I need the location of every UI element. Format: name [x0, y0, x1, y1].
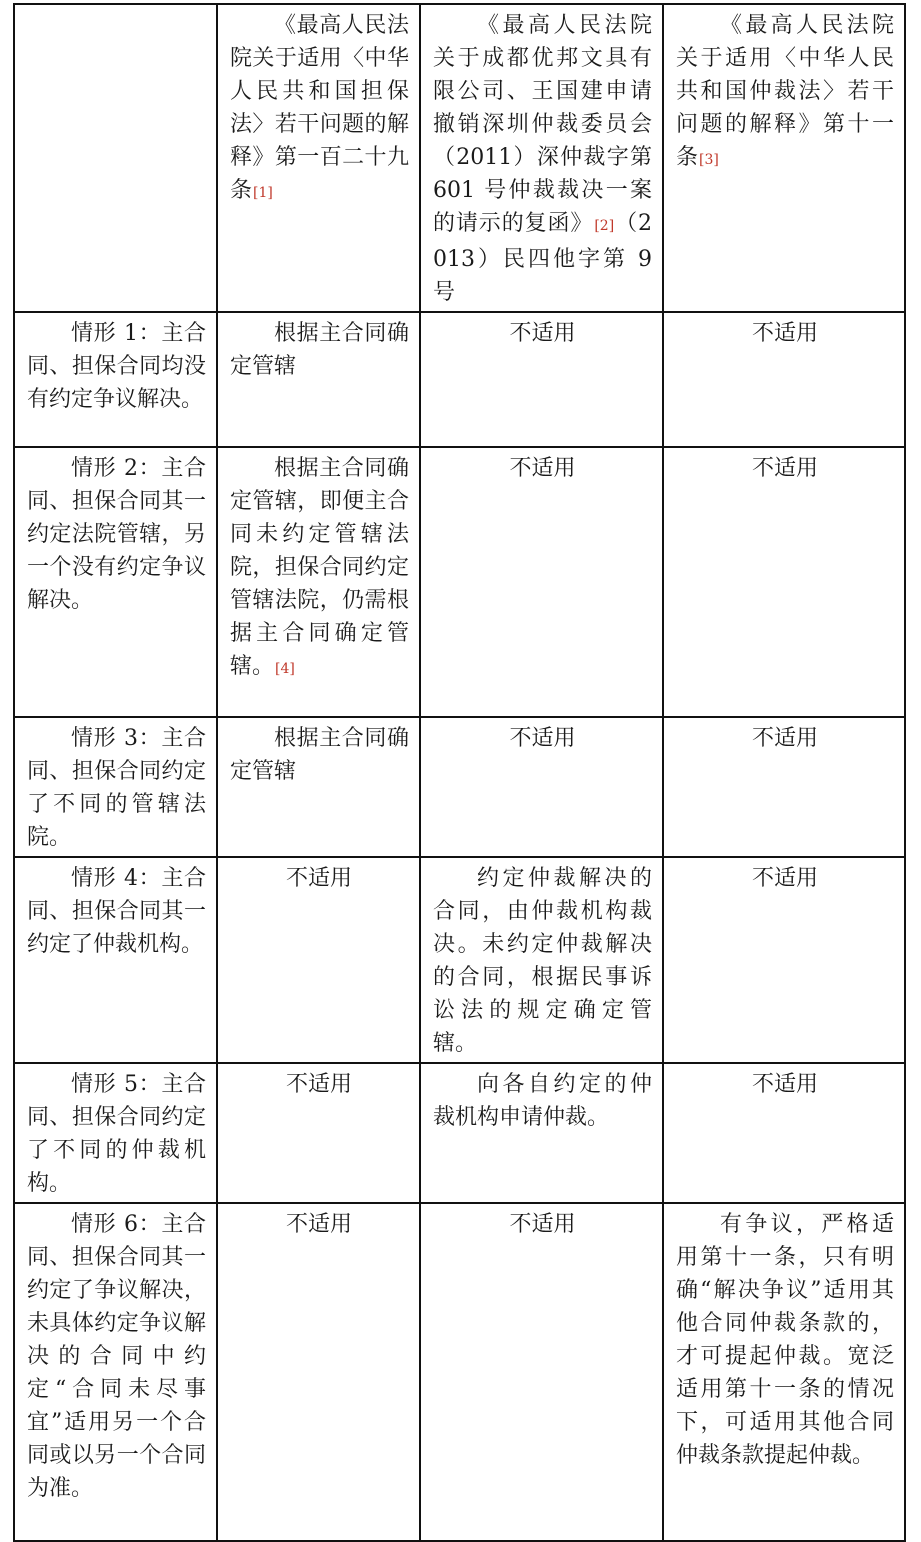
header-cell-guarantee-law: [217, 4, 420, 312]
guarantee-law-cell: 根据主合同确定管辖: [217, 312, 420, 447]
guarantee-law-cell: 根据主合同确定管辖: [217, 717, 420, 857]
reply-letter-cell: 向各自约定的仲裁机构申请仲裁。: [420, 1063, 663, 1203]
table-row: [14, 447, 905, 717]
footnote-ref[interactable]: [4]: [275, 661, 295, 677]
reply-letter-cell: 约定仲裁解决的合同，由仲裁机构裁决。未约定仲裁解决的合同，根据民事诉讼法的规定确定管辖。: [420, 857, 663, 1063]
table-row: [14, 1063, 905, 1203]
footnote-ref[interactable]: [3]: [699, 152, 719, 168]
header-text: 《最高人民法院关于适用〈中华人民共和国仲裁法〉若干问题的解释》第十一条: [676, 13, 894, 170]
reply-letter-cell: 不适用: [420, 717, 663, 857]
header-text: 《最高人民法院关于适用〈中华人民共和国担保法〉若干问题的解释》第一百二十九条: [230, 13, 409, 203]
reply-letter-cell: 不适用: [420, 447, 663, 717]
header-cell-empty: [14, 4, 217, 312]
scenario-cell: 情形 4：主合同、担保合同其一约定了仲裁机构。: [14, 857, 217, 1063]
table-row: [14, 1203, 905, 1541]
arbitration-law-cell: 不适用: [663, 857, 905, 1063]
reply-letter-cell: 不适用: [420, 1203, 663, 1541]
scenario-cell: 情形 5：主合同、担保合同约定了不同的仲裁机构。: [14, 1063, 217, 1203]
header-cell-reply-letter: [420, 4, 663, 312]
table-row: [14, 312, 905, 447]
reply-letter-cell: 不适用: [420, 312, 663, 447]
table-row: [14, 717, 905, 857]
scenario-cell: 情形 3：主合同、担保合同约定了不同的管辖法院。: [14, 717, 217, 857]
scenario-cell: 情形 2：主合同、担保合同其一约定法院管辖，另一个没有约定争议解决。: [14, 447, 217, 717]
arbitration-law-cell: 不适用: [663, 312, 905, 447]
header-tail: （2013）民四他字第 9 号: [433, 211, 652, 305]
guarantee-law-cell: 不适用: [217, 857, 420, 1063]
footnote-ref[interactable]: [2]: [594, 218, 615, 234]
arbitration-law-cell: 不适用: [663, 717, 905, 857]
comparison-table: [13, 3, 906, 1542]
arbitration-law-cell: 不适用: [663, 447, 905, 717]
scenario-cell: 情形 1：主合同、担保合同均没有约定争议解决。: [14, 312, 217, 447]
header-row: [14, 4, 905, 312]
table-row: [14, 857, 905, 1063]
header-text: 《最高人民法院关于成都优邦文具有限公司、王国建申请撤销深圳仲裁委员会（2011）深仲裁字第 601 号仲裁裁决一案的请示的复函》: [433, 13, 652, 236]
header-cell-arbitration-law: [663, 4, 905, 312]
guarantee-law-cell: 不适用: [217, 1203, 420, 1541]
arbitration-law-cell: 不适用: [663, 1063, 905, 1203]
footnote-ref[interactable]: [1]: [253, 185, 273, 201]
scenario-cell: 情形 6：主合同、担保合同其一约定了争议解决，未具体约定争议解决的合同中约定“合同未尽事宜”适用另一个合同或以另一个合同为准。: [14, 1203, 217, 1541]
arbitration-law-cell: 有争议，严格适用第十一条，只有明确“解决争议”适用其他合同仲裁条款的，才可提起仲裁。宽泛适用第十一条的情况下，可适用其他合同仲裁条款提起仲裁。: [663, 1203, 905, 1541]
guarantee-law-cell: 不适用: [217, 1063, 420, 1203]
guarantee-law-cell: 根据主合同确定管辖，即便主合同未约定管辖法院，担保合同约定管辖法院，仍需根据主合同确定管辖。[4]: [217, 447, 420, 717]
